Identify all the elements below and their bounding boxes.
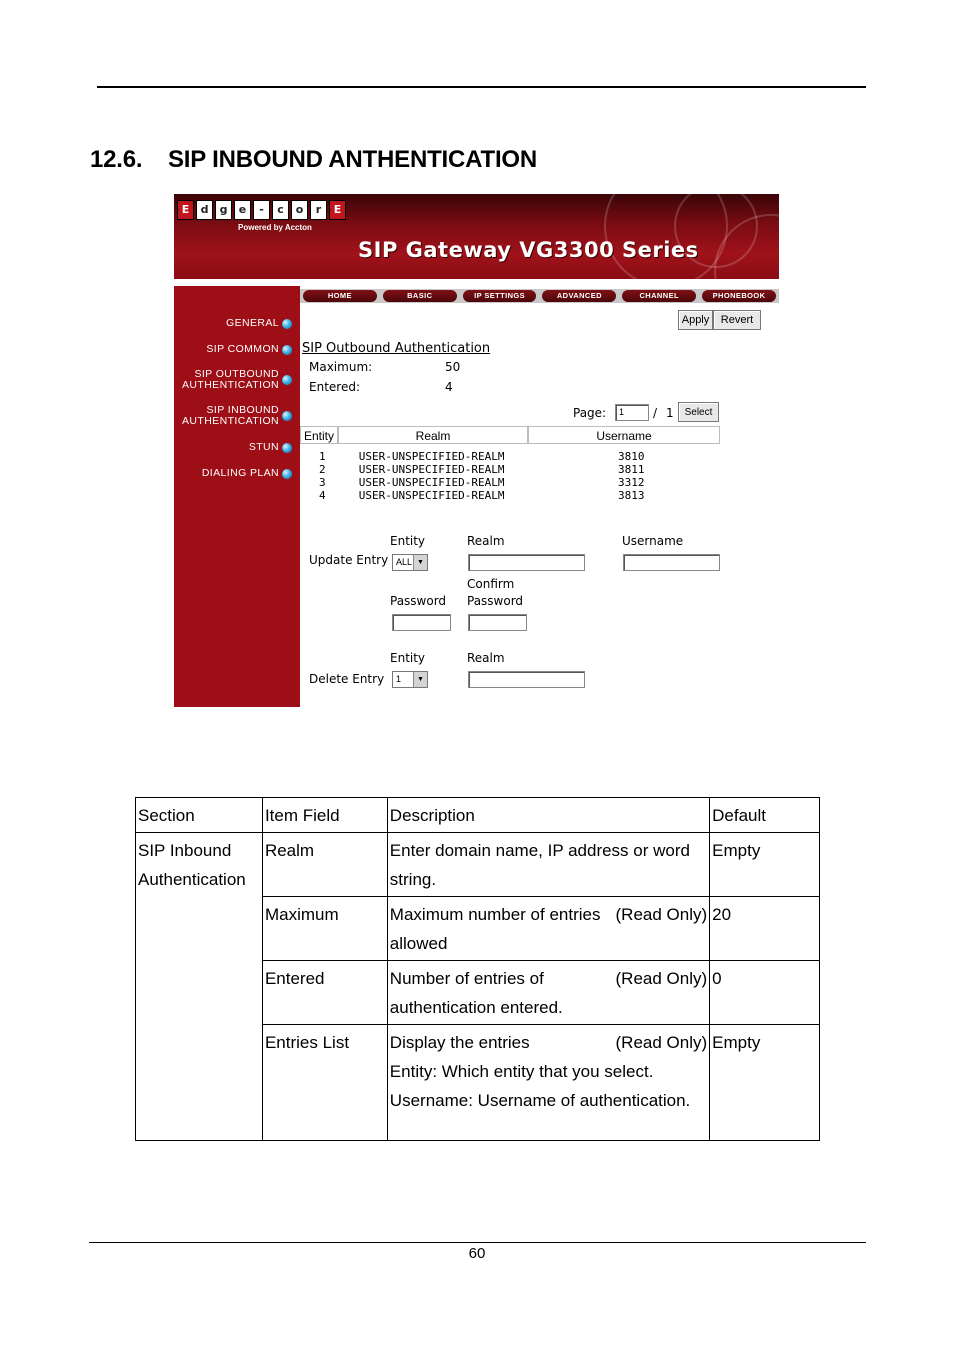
delete-entity-select[interactable]: 1 ▼ bbox=[392, 671, 428, 688]
delete-entity-label: Entity bbox=[390, 651, 426, 665]
sidebar-item-sip-outbound[interactable]: SIP OUTBOUND AUTHENTICATION bbox=[174, 369, 292, 391]
confirm-label: Confirm bbox=[467, 577, 515, 591]
entered-label: Entered: bbox=[309, 380, 360, 394]
sidebar-item-sip-common[interactable]: SIP COMMON bbox=[206, 344, 292, 355]
main-panel bbox=[300, 286, 779, 707]
page-label: Page: bbox=[573, 406, 607, 420]
delete-entry-label: Delete Entry bbox=[309, 672, 385, 686]
table-header-row bbox=[136, 798, 820, 833]
sidebar-item-dialing-plan[interactable]: DIALING PLAN bbox=[202, 468, 292, 479]
section-heading bbox=[90, 146, 537, 174]
sidebar-item-stun[interactable]: STUN bbox=[249, 442, 292, 453]
section-link[interactable]: SIP Outbound Authentication bbox=[302, 341, 491, 356]
delete-realm-input[interactable] bbox=[468, 671, 585, 688]
table-row[interactable]: 4 USER-UNSPECIFIED-REALM bbox=[319, 489, 505, 502]
page-total: 1 bbox=[666, 406, 674, 420]
realm-label: Realm bbox=[467, 534, 505, 548]
bullet-icon bbox=[282, 469, 292, 479]
tab-ip-settings[interactable]: IP SETTINGS bbox=[463, 290, 537, 302]
table-row[interactable]: 1 USER-UNSPECIFIED-REALM bbox=[319, 450, 505, 463]
bullet-icon bbox=[282, 411, 292, 421]
update-username-input[interactable] bbox=[623, 554, 720, 571]
table-row: Maximum (Read Only) Maximum number of entries allowed 20 bbox=[136, 897, 820, 961]
header-section: Section bbox=[136, 798, 263, 833]
dropdown-arrow-icon: ▼ bbox=[413, 672, 427, 687]
bullet-icon bbox=[282, 345, 292, 355]
product-title: SIP Gateway VG3300 Series bbox=[358, 238, 699, 262]
bullet-icon bbox=[282, 319, 292, 329]
page-number: 60 bbox=[468, 1245, 486, 1262]
tab-advanced[interactable]: ADVANCED bbox=[542, 290, 616, 302]
header-rule bbox=[97, 86, 866, 88]
entered-value: 4 bbox=[445, 380, 453, 394]
header-description: Description bbox=[387, 798, 709, 833]
tab-phonebook[interactable]: PHONEBOOK bbox=[702, 290, 776, 302]
section-number: 12.6. bbox=[90, 146, 143, 173]
banner bbox=[174, 194, 779, 279]
page-separator: / bbox=[653, 406, 658, 420]
table-row[interactable]: 3 USER-UNSPECIFIED-REALM bbox=[319, 476, 505, 489]
column-realm: Realm bbox=[338, 426, 528, 444]
sidebar-item-general[interactable]: GENERAL bbox=[226, 318, 292, 329]
username-label: Username bbox=[622, 534, 684, 548]
bullet-icon bbox=[282, 375, 292, 385]
update-entry-label: Update Entry bbox=[309, 553, 389, 567]
bullet-icon bbox=[282, 443, 292, 453]
parameter-table bbox=[135, 797, 820, 1141]
header-item-field: Item Field bbox=[262, 798, 387, 833]
page-input[interactable]: 1 bbox=[615, 404, 649, 421]
select-button[interactable]: Select bbox=[678, 402, 719, 422]
tab-basic[interactable]: BASIC bbox=[383, 290, 457, 302]
sidebar bbox=[174, 286, 300, 707]
edgecore-logo: E d g e - c o r E bbox=[177, 200, 346, 220]
entity-label: Entity bbox=[390, 534, 426, 548]
revert-button[interactable]: Revert bbox=[713, 310, 761, 330]
powered-by-text: Powered by Accton bbox=[238, 223, 312, 232]
confirm-password-label: Password bbox=[467, 594, 524, 608]
password-label: Password bbox=[390, 594, 447, 608]
top-nav bbox=[300, 289, 779, 303]
footer-rule bbox=[89, 1242, 866, 1243]
tab-home[interactable]: HOME bbox=[303, 290, 377, 302]
username-list: 3810 3811 3312 3813 bbox=[618, 450, 645, 502]
column-username: Username bbox=[528, 426, 720, 444]
gateway-screenshot bbox=[174, 194, 779, 707]
delete-realm-label: Realm bbox=[467, 651, 505, 665]
section-title: SIP INBOUND ANTHENTICATION bbox=[168, 146, 538, 173]
entries-list bbox=[319, 450, 504, 502]
maximum-label: Maximum: bbox=[309, 360, 373, 374]
apply-button[interactable]: Apply bbox=[678, 310, 713, 330]
table-row: Entries List (Read Only) Display the entries Entity: Which entity that you select. Username: Username of authentication. Empty bbox=[136, 1025, 820, 1141]
update-entity-select[interactable]: ALL ▼ bbox=[392, 554, 428, 571]
table-row[interactable]: 2 USER-UNSPECIFIED-REALM bbox=[319, 463, 505, 476]
header-default: Default bbox=[710, 798, 820, 833]
sidebar-item-sip-inbound[interactable]: SIP INBOUND AUTHENTICATION bbox=[174, 405, 292, 427]
tab-channel[interactable]: CHANNEL bbox=[622, 290, 696, 302]
table-row: Entered (Read Only) Number of entries of authentication entered. 0 bbox=[136, 961, 820, 1025]
password-input[interactable] bbox=[392, 614, 451, 631]
section-cell: SIP Inbound Authentication bbox=[136, 833, 263, 1141]
confirm-password-input[interactable] bbox=[468, 614, 527, 631]
column-entity: Entity bbox=[300, 426, 338, 444]
dropdown-arrow-icon: ▼ bbox=[413, 555, 427, 570]
maximum-value: 50 bbox=[445, 360, 461, 374]
table-row: SIP Inbound Authentication Realm Enter domain name, IP address or word string. Empty bbox=[136, 833, 820, 897]
update-realm-input[interactable] bbox=[468, 554, 585, 571]
